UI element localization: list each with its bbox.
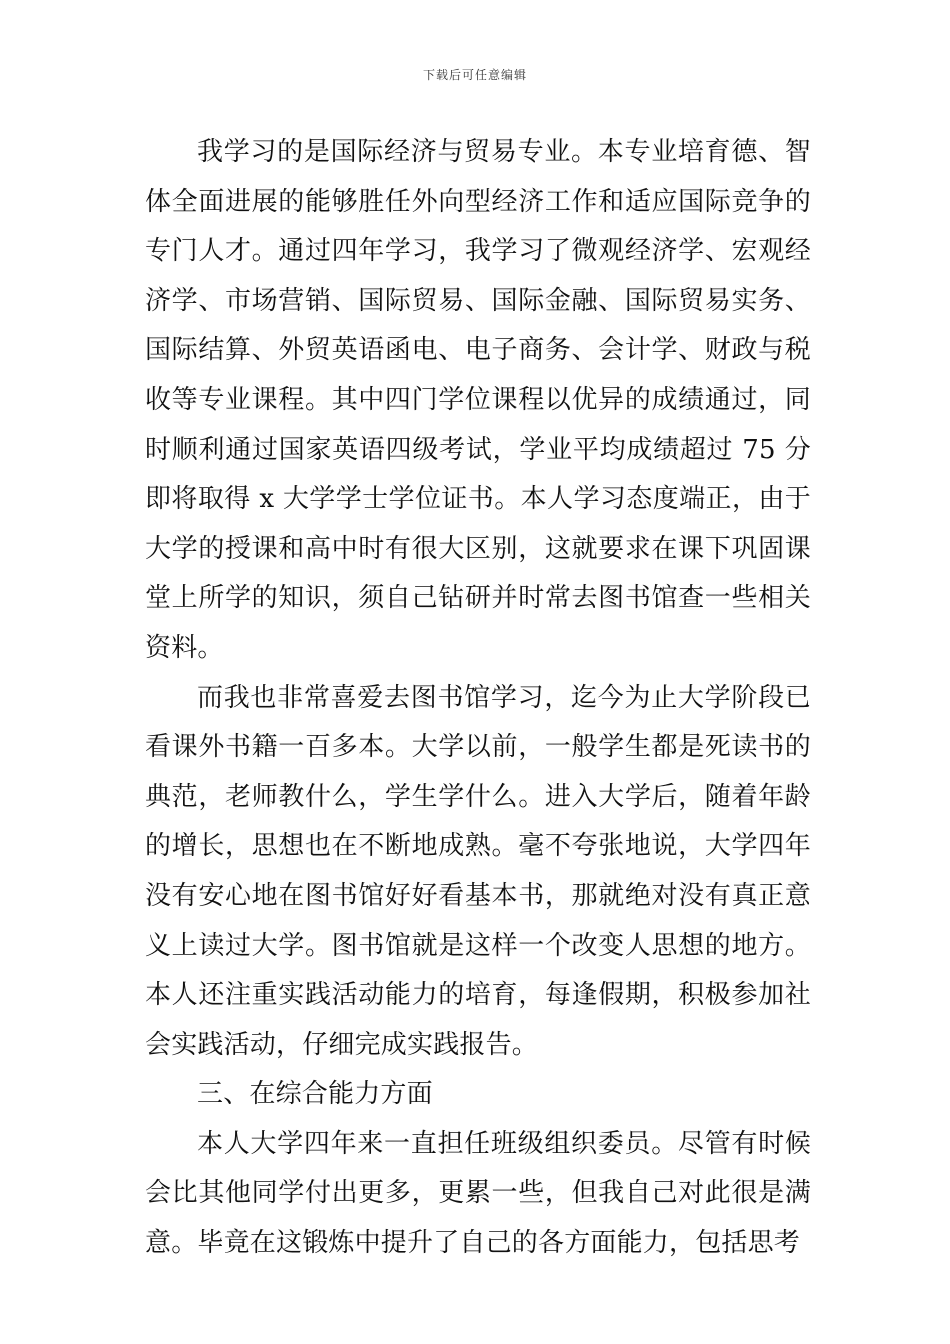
paragraph-class-committee: 本人大学四年来一直担任班级组织委员。尽管有时候会比其他同学付出更多，更累一些，但我自己对此很是满意。毕竟在这锻炼中提升了自己的各方面能力，包括思考 (145, 1128, 811, 1259)
document-body (145, 128, 811, 1269)
section-heading-comprehensive-ability: 三、在综合能力方面 (197, 1079, 433, 1110)
paragraph-library-reading: 而我也非常喜爱去图书馆学习，迄今为止大学阶段已看课外书籍一百多本。大学以前，一般学生都是死读书的典范，老师教什么，学生学什么。进入大学后，随着年龄的增长，思想也在不断地成熟。毫不夸张地说，大学四年没有安心地在图书馆好好看基本书，那就绝对没有真正意义上读过大学。图书馆就是这样一个改变人思想的地方。本人还注重实践活动能力的培育，每逢假期，积极参加社会实践活动，仔细完成实践报告。 (145, 682, 811, 1060)
paragraph-study-major: 我学习的是国际经济与贸易专业。本专业培育德、智体全面进展的能够胜任外向型经济工作和适应国际竞争的专门人才。通过四年学习，我学习了微观经济学、宏观经济学、市场营销、国际贸易、国际金融、国际贸易实务、国际结算、外贸英语函电、电子商务、会计学、财政与税收等专业课程。其中四门学位课程以优异的成绩通过，同时顺利通过国家英语四级考试，学业平均成绩超过 75 分即将取得 x 大学学士学位证书。本人学习态度端正，由于大学的授课和高中时有很大区别，这就要求在课下巩固课堂上所学的知识，须自己钻研并时常去图书馆查一些相关资料。 (145, 137, 811, 663)
page-header: 下载后可任意编辑 (422, 68, 527, 82)
